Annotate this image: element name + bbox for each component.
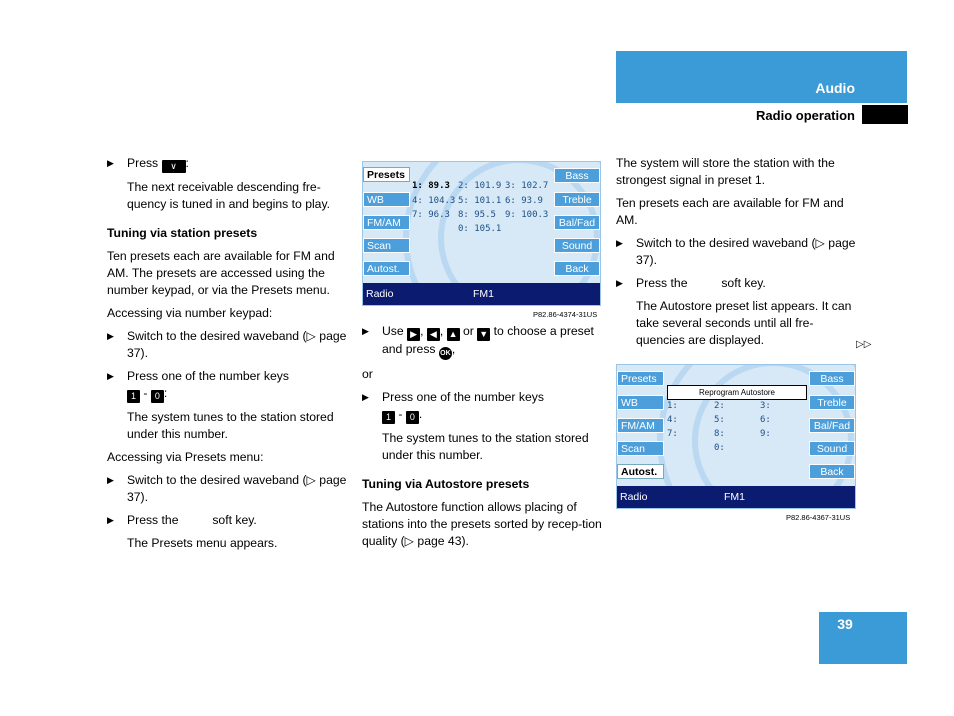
bullet-text: Press one of the number keys [382,390,544,404]
preset-item[interactable]: 9: [760,429,771,439]
bullet-text: Switch to the desired waveband (▷ page 37). [127,329,347,360]
bullet [107,512,347,529]
colon: : [163,386,168,400]
paragraph: Ten presets each are available for FM and AM. The presets are accessed using the number keypad, or via the Presets menu. [107,249,335,297]
preset-item[interactable]: 2: 101.9 [458,181,502,191]
status-band: FM1 [473,288,494,300]
key-1-icon: 1 [382,411,395,424]
preset-item[interactable]: 1: [667,401,678,411]
paragraph: The Presets menu appears. [127,536,278,550]
paragraph: Accessing via number keypad: [107,306,273,320]
wb-softkey[interactable]: WB [617,395,664,410]
bullet-text: : [185,156,189,170]
bullet-icon: ▶ [107,371,114,381]
bullet-icon: ▶ [107,475,114,485]
bullet [107,155,347,173]
reprogram-autostore-button[interactable]: Reprogram Autostore [667,385,807,400]
paragraph: The system tunes to the station stored under this number. [382,431,589,462]
autostore-screen [616,364,856,509]
preset-item[interactable]: 6: [760,415,771,425]
autostore-softkey[interactable]: Autost. [617,464,664,479]
preset-item[interactable]: 5: 101.1 [458,196,502,206]
bullet-text: Switch to the desired waveband (▷ page 37). [127,473,347,504]
bass-softkey[interactable]: Bass [554,168,600,183]
wb-softkey[interactable]: WB [363,192,410,207]
figure-caption: P82.86-4367-31US [786,513,851,522]
key-0-icon: 0 [151,390,164,403]
bullet-icon: ▶ [616,278,623,288]
back-softkey[interactable]: Back [554,261,600,276]
paragraph: or [362,367,373,381]
treble-softkey[interactable]: Treble [809,395,855,410]
scan-softkey[interactable]: Scan [363,238,410,253]
bullet [616,235,856,269]
subsection-title: Radio operation [756,108,855,123]
paragraph: The next receivable descending fre-quency is tuned in and begins to play. [127,180,331,211]
section-title: Audio [815,80,855,96]
bullet-text: Press [127,156,159,170]
preset-item[interactable]: 9: 100.3 [505,210,549,220]
preset-item[interactable]: 8: 95.5 [458,210,496,220]
fmam-softkey[interactable]: FM/AM [617,418,664,433]
fmam-softkey[interactable]: FM/AM [363,215,410,230]
sound-softkey[interactable]: Sound [809,441,855,456]
left-arrow-key-icon: ◀ [427,328,440,341]
preset-item[interactable]: 0: 105.1 [458,224,502,234]
bullet-text: Use [382,324,404,338]
paragraph: The Autostore preset list appears. It can take several seconds until all fre-quencies are displayed. [636,299,852,347]
bullet-icon: ▶ [107,158,114,168]
paragraph: The Autostore function allows placing of stations into the presets sorted by recep-tion quality (▷ page 43). [362,500,602,548]
bullet-text: Press one of the number keys [127,369,289,383]
up-arrow-key-icon: ▲ [447,328,460,341]
back-softkey[interactable]: Back [809,464,855,479]
figure-caption: P82.86-4374-31US [533,310,598,319]
bullet [107,368,347,403]
preset-item[interactable]: 1: 89.3 [412,181,450,191]
column-1 [107,155,347,558]
key-0-icon: 0 [406,411,419,424]
presets-softkey[interactable]: Presets [617,371,664,386]
key-1-icon: 1 [127,390,140,403]
preset-item[interactable]: 2: [714,401,725,411]
radio-presets-screen [362,161,601,306]
status-source: Radio [620,491,648,503]
status-source: Radio [366,288,394,300]
ok-key-icon: OK [439,347,452,360]
balfad-softkey[interactable]: Bal/Fad [554,215,600,230]
status-bar [617,486,855,508]
heading: Tuning via Autostore presets [362,477,530,491]
bullet-icon: ▶ [362,326,369,336]
bullet-text: or [463,324,474,338]
bullet-icon: ▶ [362,392,369,402]
heading: Tuning via station presets [107,226,258,240]
preset-item[interactable]: 4: [667,415,678,425]
bass-softkey[interactable]: Bass [809,371,855,386]
sound-softkey[interactable]: Sound [554,238,600,253]
bullet-text: Press the soft key. [127,513,257,527]
paragraph: The system tunes to the station stored under this number. [127,410,334,441]
scan-softkey[interactable]: Scan [617,441,664,456]
continue-icon: ▷▷ [856,339,872,350]
presets-softkey[interactable]: Presets [363,167,410,182]
page-number: 39 [837,616,853,632]
treble-softkey[interactable]: Treble [554,192,600,207]
preset-item[interactable]: 0: [714,443,725,453]
bullet: ▶ Press one of the number keys 1 - 0 . [362,390,544,422]
preset-item[interactable]: 7: [667,429,678,439]
paragraph: Accessing via Presets menu: [107,450,264,464]
preset-item[interactable]: 8: [714,429,725,439]
header-marker [862,105,908,124]
status-bar [363,283,600,305]
preset-item[interactable]: 5: [714,415,725,425]
dash: - [395,407,406,421]
dash: - [140,386,151,400]
column-3 [616,155,856,355]
bullet-icon: ▶ [107,331,114,341]
paragraph: The system will store the station with the strongest signal in preset 1. [616,156,835,187]
bullet-icon: ▶ [107,515,114,525]
paragraph: Ten presets each are available for FM and AM. [616,196,844,227]
preset-item[interactable]: 3: [760,401,771,411]
preset-item[interactable]: 6: 93.9 [505,196,543,206]
status-band: FM1 [724,491,745,503]
bullet-text: to choose a preset and press [382,324,594,356]
seek-down-key-icon: ∨ [162,160,186,173]
bullet-icon: ▶ [616,238,623,248]
preset-item[interactable]: 7: 96.3 [412,210,450,220]
bullet-text: Press the soft key. [636,276,766,290]
bullet [107,328,347,362]
preset-item[interactable]: 3: 102.7 [505,181,549,191]
bullet-text: Switch to the desired waveband (▷ page 37). [636,236,856,267]
autostore-softkey[interactable]: Autost. [363,261,410,276]
down-arrow-key-icon: ▼ [477,328,490,341]
bullet [616,275,856,292]
balfad-softkey[interactable]: Bal/Fad [809,418,855,433]
bullet: ▶ Use ▶ , ◀ , ▲ or ▼ to choose a preset and press OK, [362,323,602,360]
column-2 [362,323,602,556]
right-arrow-key-icon: ▶ [407,328,420,341]
bullet [107,472,347,506]
preset-item[interactable]: 4: 104.3 [412,196,456,206]
